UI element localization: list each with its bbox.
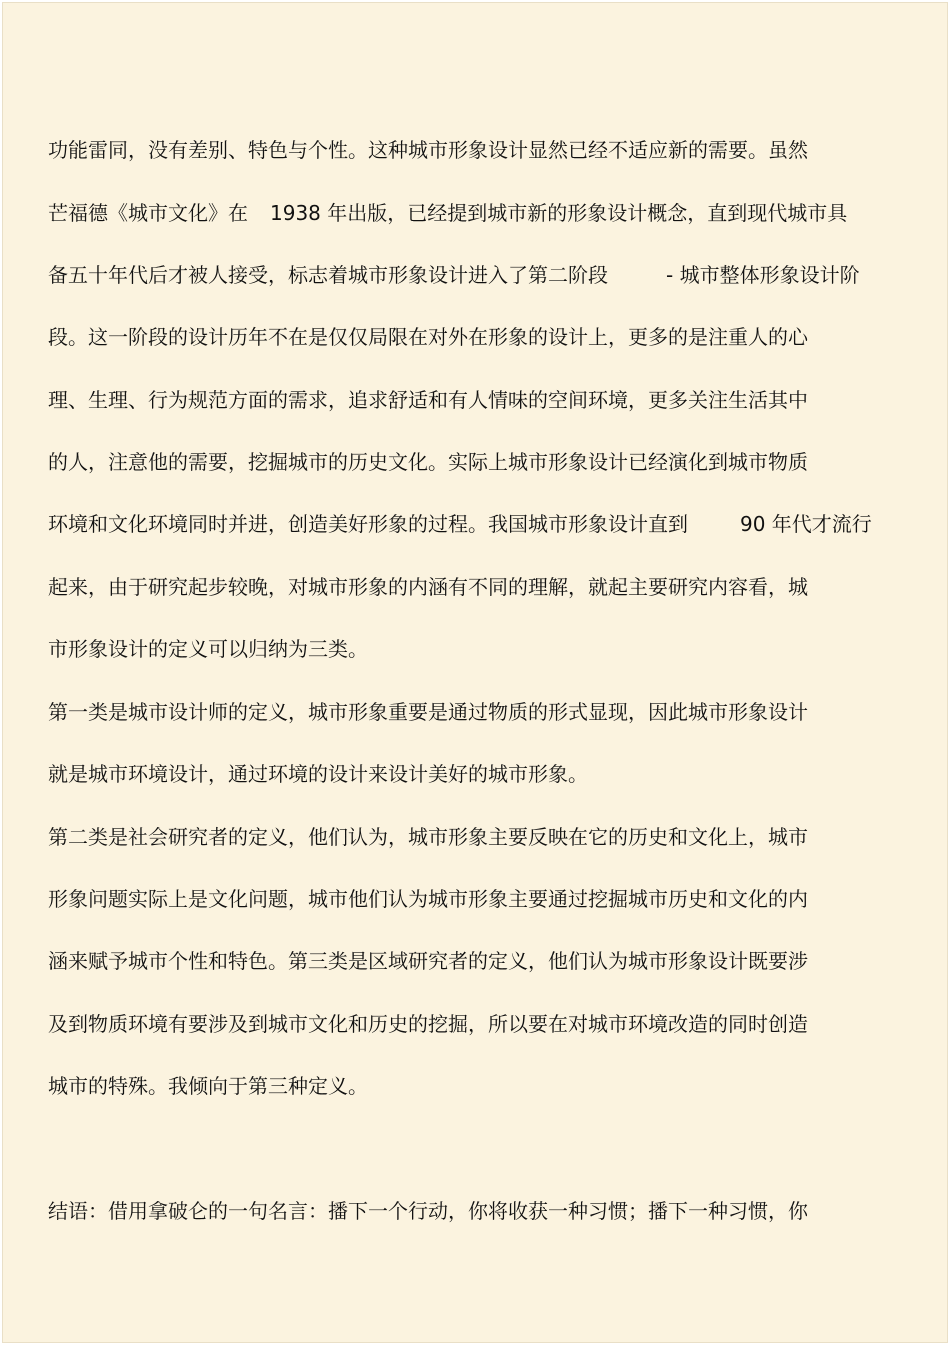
document-page [2, 2, 948, 1343]
text-line: 第二类是社会研究者的定义，他们认为，城市形象主要反映在它的历史和文化上，城市 [48, 825, 808, 849]
text-line: 理、生理、行为规范方面的需求，追求舒适和有人情味的空间环境，更多关注生活其中 [48, 388, 808, 412]
text-line: 起来，由于研究起步较晚，对城市形象的内涵有不同的理解，就起主要研究内容看，城 [48, 575, 808, 599]
text-line: 段。这一阶段的设计历年不在是仅仅局限在对外在形象的设计上，更多的是注重人的心 [48, 325, 808, 349]
text-segment: - 城市整体形象设计阶 [666, 263, 860, 287]
text-line: 就是城市环境设计，通过环境的设计来设计美好的城市形象。 [48, 762, 588, 786]
text-line: 及到物质环境有要涉及到城市文化和历史的挖掘，所以要在对城市环境改造的同时创造 [48, 1012, 808, 1036]
text-line [48, 200, 847, 226]
text-segment: 环境和文化环境同时并进，创造美好形象的过程。我国城市形象设计直到 [48, 512, 688, 536]
text-line: 城市的特殊。我倾向于第三种定义。 [48, 1074, 368, 1098]
text-line: 涵来赋予城市个性和特色。第三类是区域研究者的定义，他们认为城市形象设计既要涉 [48, 949, 808, 973]
text-segment: 90 年代才流行 [740, 512, 872, 536]
text-line: 市形象设计的定义可以归纳为三类。 [48, 637, 368, 661]
text-line: 功能雷同，没有差别、特色与个性。这种城市形象设计显然已经不适应新的需要。虽然 [48, 138, 808, 162]
text-line [48, 262, 860, 288]
text-segment: 备五十年代后才被人接受，标志着城市形象设计进入了第二阶段 [48, 263, 608, 287]
text-line: 结语：借用拿破仑的一句名言：播下一个行动，你将收获一种习惯；播下一种习惯，你 [48, 1199, 808, 1223]
text-segment: 1938 年出版，已经提到城市新的形象设计概念，直到现代城市具 [270, 201, 848, 225]
text-line: 形象问题实际上是文化问题，城市他们认为城市形象主要通过挖掘城市历史和文化的内 [48, 887, 808, 911]
text-line: 第一类是城市设计师的定义，城市形象重要是通过物质的形式显现，因此城市形象设计 [48, 700, 808, 724]
text-line: 的人，注意他的需要，挖掘城市的历史文化。实际上城市形象设计已经演化到城市物质 [48, 450, 808, 474]
text-segment: 芒福德《城市文化》在 [48, 201, 248, 225]
text-line [48, 511, 872, 537]
